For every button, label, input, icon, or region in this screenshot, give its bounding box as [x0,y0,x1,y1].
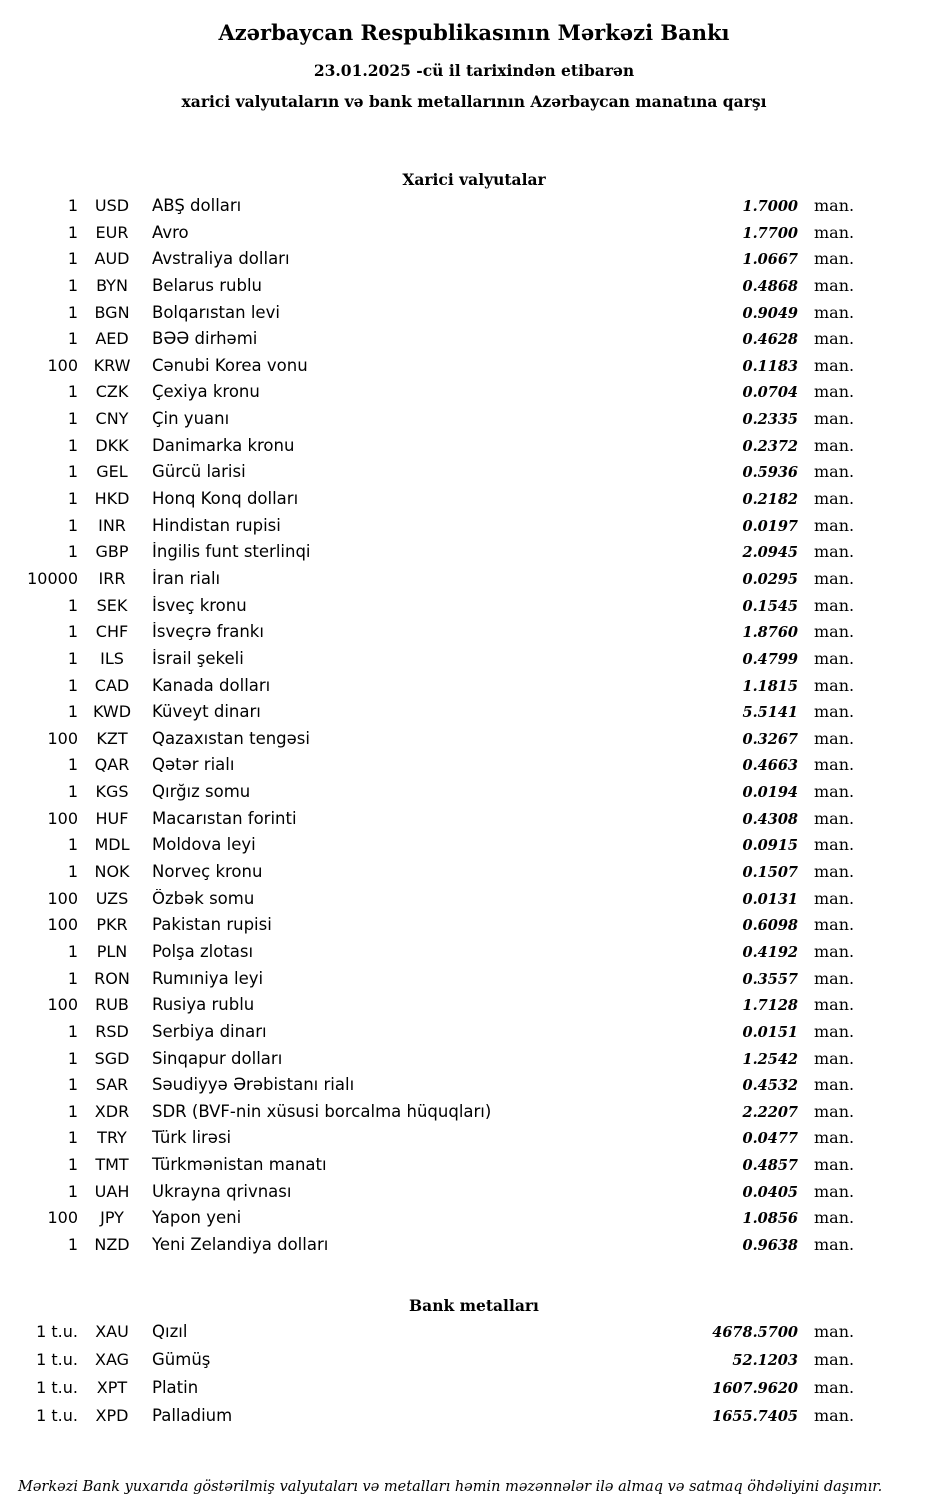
rate-quantity: 100 [47,355,78,375]
rate-quantity: 1 [67,622,78,642]
currency-code: KGS [95,782,129,802]
rate-unit-label: man. [814,1048,855,1068]
rate-unit-label: man. [814,702,855,722]
currency-name: Honq Konq dolları [152,489,299,509]
rate-quantity: 1 [67,755,78,775]
currencies-table [16,196,862,1262]
rate-row [16,995,862,1022]
rate-quantity: 1 t.u. [36,1349,78,1369]
rate-value: 0.5936 [742,464,798,482]
rate-row [16,462,862,489]
rate-unit-label: man. [814,755,855,775]
rate-row [16,569,862,596]
currency-name: ABŞ dolları [152,196,242,215]
currency-name: Türkmənistan manatı [152,1155,327,1175]
currency-code: BGN [94,302,130,322]
rate-value: 2.2207 [742,1103,798,1121]
currency-code: JPY [100,1208,124,1228]
currency-code: KWD [92,702,132,722]
rate-row [16,276,862,303]
rate-unit-label: man. [814,675,855,695]
rate-quantity: 1 [67,595,78,615]
page-title: Azərbaycan Respublikasının Mərkəzi Bankı [218,20,730,45]
currency-name: Avstraliya dolları [152,249,290,269]
rate-row [16,622,862,649]
currency-code: XPD [95,1405,129,1425]
rate-unit-label: man. [814,355,855,375]
currency-name: Avro [152,222,189,242]
rate-row [16,915,862,942]
rate-quantity: 1 [67,489,78,509]
rate-value: 5.5141 [742,704,798,722]
rate-value: 0.0477 [742,1130,798,1148]
currency-name: Qətər rialı [152,755,235,775]
rate-row [16,1350,862,1378]
currency-name: Serbiya dinarı [152,1021,267,1041]
metals-table [16,1322,862,1434]
currency-name: İsveçrə frankı [152,622,264,642]
rate-unit-label: man. [814,275,855,295]
currency-name: Platin [152,1377,199,1397]
rate-quantity: 1 [67,462,78,482]
currency-name: Macarıstan forinti [152,808,297,828]
currency-name: Polşa zlotası [152,941,254,961]
rate-unit-label: man. [814,1234,855,1254]
currency-code: GBP [95,542,129,562]
rate-unit-label: man. [814,329,855,349]
rate-quantity: 1 [67,835,78,855]
rate-row [16,1128,862,1155]
rate-quantity: 1 [67,782,78,802]
currency-code: DKK [95,435,129,455]
rate-quantity: 1 [67,275,78,295]
rate-value: 0.0131 [742,890,798,908]
rate-unit-label: man. [814,515,855,535]
rate-unit-label: man. [814,1377,855,1397]
rate-unit-label: man. [814,968,855,988]
currency-code: KRW [93,355,131,375]
rate-unit-label: man. [814,1321,855,1341]
rate-value: 0.0197 [742,517,798,535]
currency-code: XPT [96,1377,128,1397]
currency-code: IRR [98,568,126,588]
rate-unit-label: man. [814,782,855,802]
currency-name: Türk lirəsi [152,1128,232,1148]
currency-code: RUB [95,995,129,1015]
rate-value: 0.3267 [742,730,798,748]
currency-code: INR [98,515,126,535]
rate-value: 0.4868 [742,277,798,295]
rate-unit-label: man. [814,728,855,748]
rate-value: 0.4308 [742,810,798,828]
currency-name: Moldova leyi [152,835,256,855]
currency-name: Ukrayna qrivnası [152,1181,292,1201]
rate-row [16,249,862,276]
rate-unit-label: man. [814,888,855,908]
rate-quantity: 1 [67,1128,78,1148]
rate-row [16,409,862,436]
rate-quantity: 100 [47,1208,78,1228]
rate-value: 0.2182 [742,491,798,509]
rate-row [16,969,862,996]
currency-code: PLN [96,941,128,961]
metals-section-title: Bank metalları [409,1295,539,1315]
currency-code: CHF [95,622,129,642]
rate-value: 1.0856 [742,1210,798,1228]
rate-unit-label: man. [814,1208,855,1228]
rate-row [16,649,862,676]
rate-value: 1.7700 [742,224,798,242]
rate-value: 0.4628 [742,331,798,349]
currency-name: Qırğız somu [152,782,251,802]
rate-value: 0.1507 [742,864,798,882]
rate-quantity: 1 [67,302,78,322]
rate-unit-label: man. [814,249,855,269]
rate-value: 0.4857 [742,1157,798,1175]
rate-quantity: 1 [67,435,78,455]
currency-code: XAU [95,1321,129,1341]
rate-quantity: 100 [47,728,78,748]
currency-code: SGD [94,1048,130,1068]
rate-value: 0.0915 [742,837,798,855]
currency-code: UAH [94,1181,130,1201]
currency-name: Küveyt dinarı [152,702,261,722]
rate-quantity: 100 [47,915,78,935]
currency-name: Özbək somu [152,888,255,908]
currency-code: MDL [94,835,130,855]
rate-quantity: 1 [67,409,78,429]
rate-quantity: 1 t.u. [36,1321,78,1341]
rate-value: 1.8760 [742,624,798,642]
rate-unit-label: man. [814,1075,855,1095]
currency-code: SAR [95,1075,129,1095]
rate-value: 0.0295 [742,570,798,588]
rate-quantity: 1 [67,941,78,961]
rate-value: 0.2335 [742,411,798,429]
rate-row [16,676,862,703]
currency-name: Qızıl [152,1321,188,1341]
rate-value: 0.0704 [742,384,798,402]
rate-value: 0.4799 [742,650,798,668]
rate-row [16,729,862,756]
rate-quantity: 1 [67,702,78,722]
rate-value: 0.6098 [742,917,798,935]
rate-quantity: 1 [67,1155,78,1175]
rate-quantity: 1 [67,196,78,215]
rate-row [16,223,862,250]
currency-name: Kanada dolları [152,675,271,695]
currencies-section-title: Xarici valyutalar [402,170,546,189]
currency-name: Bolqarıstan levi [152,302,280,322]
rate-unit-label: man. [814,1021,855,1041]
rate-value: 1.2542 [742,1050,798,1068]
rate-quantity: 1 [67,862,78,882]
currency-code: BYN [96,275,128,295]
rate-unit-label: man. [814,222,855,242]
currency-code: CAD [94,675,130,695]
rate-value: 0.4663 [742,757,798,775]
disclaimer-text: Mərkəzi Bank yuxarıda göstərilmiş valyutaları və metalları həmin məzənnələr ilə almaq və satmaq öhdəliyini daşımır. [18,1478,883,1495]
rate-value: 0.9638 [742,1236,798,1254]
rate-unit-label: man. [814,489,855,509]
currency-code: HKD [94,489,130,509]
rate-row [16,835,862,862]
rate-unit-label: man. [814,568,855,588]
rate-value: 0.0194 [742,784,798,802]
currency-code: RON [94,968,130,988]
rate-unit-label: man. [814,435,855,455]
rate-value: 0.0151 [742,1023,798,1041]
currency-name: İran rialı [152,568,221,588]
currency-code: SEK [96,595,128,615]
currency-name: Qazaxıstan tengəsi [152,728,310,748]
rate-quantity: 1 t.u. [36,1405,78,1425]
currency-name: Yeni Zelandiya dolları [152,1234,329,1254]
rate-row [16,1182,862,1209]
rate-row [16,1022,862,1049]
rate-unit-label: man. [814,1405,855,1425]
rate-row [16,1208,862,1235]
currency-code: QAR [94,755,130,775]
rate-quantity: 1 [67,382,78,402]
rate-row [16,1406,862,1434]
rate-unit-label: man. [814,382,855,402]
rate-quantity: 1 [67,1021,78,1041]
rate-row [16,436,862,463]
rate-unit-label: man. [814,862,855,882]
currency-name: Norveç kronu [152,862,263,882]
currency-name: Səudiyyə Ərəbistanı rialı [152,1075,355,1095]
rate-unit-label: man. [814,542,855,562]
rate-row [16,702,862,729]
currency-name: SDR (BVF-nin xüsusi borcalma hüquqları) [152,1101,492,1121]
currency-code: CNY [95,409,129,429]
currency-name: Yapon yeni [152,1208,242,1228]
rate-quantity: 1 [67,1075,78,1095]
rate-value: 0.4192 [742,943,798,961]
rate-row [16,1378,862,1406]
rate-unit-label: man. [814,835,855,855]
currency-code: TMT [95,1155,129,1175]
currency-code: AUD [94,249,130,269]
currency-code: KZT [96,728,128,748]
date-line: 23.01.2025 -cü il tarixindən etibarən [313,61,635,80]
currency-code: UZS [95,888,129,908]
currency-code: CZK [95,382,129,402]
rate-value: 1655.7405 [712,1407,798,1425]
currency-name: BƏƏ dirhəmi [152,329,258,349]
rate-quantity: 10000 [27,568,78,588]
rate-row [16,1049,862,1076]
rate-row [16,382,862,409]
currency-name: Palladium [152,1405,233,1425]
rate-value: 0.3557 [742,970,798,988]
currency-code: NZD [94,1234,130,1254]
rate-quantity: 100 [47,888,78,908]
currency-name: Danimarka kronu [152,435,295,455]
rate-unit-label: man. [814,1155,855,1175]
rate-value: 0.0405 [742,1183,798,1201]
rate-row [16,1322,862,1350]
currency-code: RSD [95,1021,129,1041]
currency-code: XDR [94,1101,130,1121]
currency-name: Çexiya kronu [152,382,260,402]
rate-quantity: 1 t.u. [36,1377,78,1397]
rate-quantity: 1 [67,648,78,668]
currency-code: AED [95,329,129,349]
rate-row [16,516,862,543]
currency-name: Pakistan rupisi [152,915,272,935]
rate-row [16,596,862,623]
currency-code: GEL [96,462,128,482]
rate-row [16,755,862,782]
rate-unit-label: man. [814,995,855,1015]
rate-row [16,889,862,916]
rate-value: 0.2372 [742,437,798,455]
rate-quantity: 1 [67,968,78,988]
currency-code: XAG [94,1349,130,1369]
rate-unit-label: man. [814,595,855,615]
rate-unit-label: man. [814,622,855,642]
rate-row [16,356,862,383]
rate-unit-label: man. [814,1181,855,1201]
currency-code: NOK [94,862,130,882]
rate-row [16,489,862,516]
rate-value: 1.7000 [742,198,798,215]
rate-quantity: 1 [67,249,78,269]
rate-row [16,862,862,889]
rate-unit-label: man. [814,648,855,668]
currency-code: PKR [96,915,128,935]
currency-name: Belarus rublu [152,275,263,295]
rate-unit-label: man. [814,302,855,322]
rate-value: 4678.5700 [712,1323,798,1341]
rate-row [16,782,862,809]
rate-value: 0.1545 [742,597,798,615]
rate-value: 0.9049 [742,304,798,322]
rate-value: 1607.9620 [712,1379,798,1397]
currency-code: EUR [95,222,129,242]
rate-value: 0.1183 [742,357,798,375]
rate-quantity: 1 [67,1048,78,1068]
currency-name: İsveç kronu [152,595,247,615]
currency-code: ILS [100,648,124,668]
currency-name: İsrail şekeli [152,648,244,668]
rate-quantity: 1 [67,1234,78,1254]
rate-unit-label: man. [814,915,855,935]
rate-value: 1.1815 [742,677,798,695]
rate-value: 2.0945 [742,544,798,562]
rate-row [16,196,862,223]
rate-row [16,809,862,836]
currency-name: Çin yuanı [152,409,230,429]
rate-unit-label: man. [814,1349,855,1369]
rate-unit-label: man. [814,409,855,429]
rate-row [16,1155,862,1182]
rate-unit-label: man. [814,196,855,215]
rate-quantity: 1 [67,542,78,562]
rate-unit-label: man. [814,1101,855,1121]
rate-quantity: 1 [67,1181,78,1201]
currency-name: Sinqapur dolları [152,1048,283,1068]
rate-row [16,1075,862,1102]
rate-row [16,942,862,969]
rate-row [16,542,862,569]
currency-name: Gürcü larisi [152,462,246,482]
subtitle: xarici valyutaların və bank metallarının Azərbaycan manatına qarşı [181,92,767,111]
currency-name: Rumıniya leyi [152,968,264,988]
rate-value: 0.4532 [742,1077,798,1095]
rate-unit-label: man. [814,941,855,961]
rate-quantity: 1 [67,222,78,242]
rate-unit-label: man. [814,1128,855,1148]
currency-name: Hindistan rupisi [152,515,281,535]
rate-unit-label: man. [814,462,855,482]
rate-unit-label: man. [814,808,855,828]
rate-row [16,1235,862,1262]
rate-quantity: 100 [47,995,78,1015]
currency-code: HUF [95,808,129,828]
rate-quantity: 1 [67,1101,78,1121]
rate-quantity: 1 [67,675,78,695]
rate-value: 1.7128 [742,997,798,1015]
currency-name: Rusiya rublu [152,995,255,1015]
rate-quantity: 1 [67,515,78,535]
rate-row [16,329,862,356]
currency-name: İngilis funt sterlinqi [152,542,311,562]
currency-code: USD [94,196,130,215]
rate-value: 1.0667 [742,251,798,269]
currency-name: Gümüş [152,1349,211,1369]
rate-row [16,303,862,330]
rate-quantity: 1 [67,329,78,349]
currency-name: Cənubi Korea vonu [152,355,308,375]
rate-quantity: 100 [47,808,78,828]
currency-code: TRY [97,1128,127,1148]
rate-value: 52.1203 [732,1351,798,1369]
rate-row [16,1102,862,1129]
